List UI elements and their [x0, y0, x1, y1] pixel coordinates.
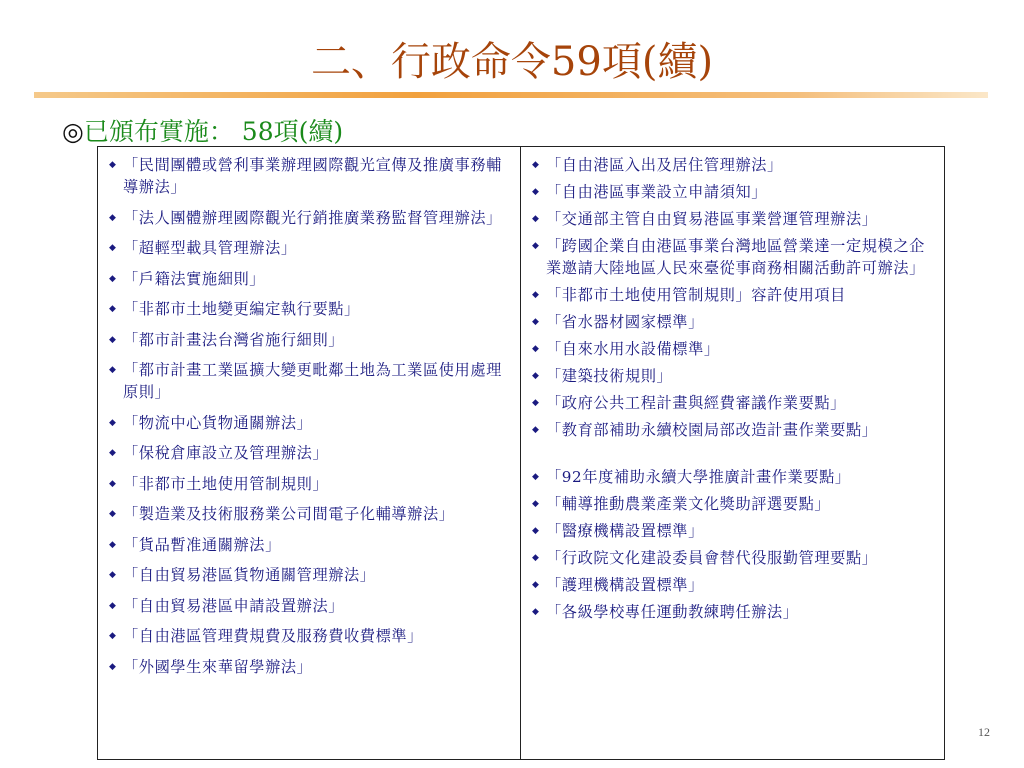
list-item [109, 442, 514, 464]
list-item-text: 「非都市土地使用管制規則」 [123, 474, 329, 493]
diamond-bullet-icon: ◆ [109, 570, 117, 580]
subtitle-count: 58項(續) [241, 117, 344, 146]
diamond-bullet-icon: ◆ [532, 499, 540, 509]
list-item [109, 329, 514, 351]
list-item [532, 208, 938, 230]
diamond-bullet-icon: ◆ [532, 472, 540, 482]
list-item-text: 「交通部主管自由貿易港區事業營運管理辦法」 [546, 210, 878, 228]
diamond-bullet-icon: ◆ [109, 661, 117, 672]
list-item-text: 「建築技術規則」 [546, 367, 673, 385]
list-item-text: 「輔導推動農業產業文化獎助評選要點」 [546, 495, 831, 513]
diamond-bullet-icon: ◆ [109, 334, 117, 345]
list-item [109, 473, 514, 495]
list-item [532, 338, 938, 360]
diamond-bullet-icon: ◆ [109, 448, 117, 458]
diamond-bullet-icon: ◆ [109, 631, 117, 641]
list-item-text: 「超輕型載具管理辦法」 [123, 239, 297, 257]
list-item [109, 154, 514, 198]
diamond-bullet-icon: ◆ [109, 478, 117, 489]
diamond-bullet-icon: ◆ [532, 371, 540, 381]
list-item-text: 「自由港區管理費規費及服務費收費標準」 [123, 627, 423, 645]
list-item-text: 「教育部補助永續校園局部改造計畫作業要點」 [546, 421, 878, 439]
list-item-text: 「自由港區事業設立申請須知」 [546, 183, 768, 201]
list-item [109, 359, 514, 403]
list-item [532, 284, 938, 306]
slide-title: 二、行政命令59項(續) [310, 39, 714, 85]
list-item [532, 466, 938, 488]
list-item [109, 412, 514, 434]
regulations-table [97, 146, 945, 760]
list-item-text: 「自由港區入出及居住管理辦法」 [546, 156, 783, 174]
diamond-bullet-icon: ◆ [532, 553, 540, 563]
list-item [109, 625, 514, 647]
list-item-text: 「保稅倉庫設立及管理辦法」 [123, 444, 329, 462]
diamond-bullet-icon: ◆ [109, 273, 117, 284]
diamond-bullet-icon: ◆ [532, 241, 540, 251]
list-item [109, 564, 514, 586]
list-item [109, 595, 514, 617]
list-item [109, 237, 514, 259]
diamond-bullet-icon: ◆ [109, 304, 117, 314]
diamond-bullet-icon: ◆ [532, 187, 540, 197]
list-item [109, 534, 514, 556]
list-item [532, 181, 938, 203]
page-number: 12 [978, 725, 990, 739]
diamond-bullet-icon: ◆ [532, 290, 540, 300]
list-item-text: 「各級學校專任運動教練聘任辦法」 [546, 603, 799, 621]
list-item-text: 「非都市土地變更編定執行要點」 [123, 300, 360, 318]
list-item-text: 「貨品暫准通關辦法」 [123, 535, 281, 554]
list-item [532, 419, 938, 441]
list-item-text: 「法人團體辦理國際觀光行銷推廣業務監督管理辦法」 [123, 208, 502, 227]
list-item-text: 「省水器材國家標準」 [546, 313, 704, 331]
list-item [532, 601, 938, 623]
list-item [532, 392, 938, 414]
list-item [109, 268, 514, 290]
subtitle-mark: ◎ [62, 117, 84, 146]
diamond-bullet-icon: ◆ [109, 509, 117, 519]
list-item-text: 「政府公共工程計畫與經費審議作業要點」 [546, 394, 846, 412]
diamond-bullet-icon: ◆ [532, 317, 540, 327]
list-item-text: 「民間團體或營利事業辦理國際觀光宣傳及推廣事務輔導辦法」 [123, 156, 502, 196]
diamond-bullet-icon: ◆ [109, 160, 117, 170]
list-item-text: 「自由貿易港區申請設置辦法」 [123, 596, 345, 615]
subtitle [62, 112, 343, 148]
list-item [532, 574, 938, 596]
list-item-text: 「都市計畫工業區擴大變更毗鄰土地為工業區使用處理原則」 [123, 361, 502, 401]
list-item-text: 「行政院文化建設委員會替代役服勤管理要點」 [546, 549, 878, 567]
diamond-bullet-icon: ◆ [532, 398, 540, 408]
list-item [109, 656, 514, 678]
diamond-bullet-icon: ◆ [532, 607, 540, 617]
list-item-text: 「護理機構設置標準」 [546, 576, 704, 594]
list-item-text: 「醫療機構設置標準」 [546, 522, 704, 540]
diamond-bullet-icon: ◆ [109, 243, 117, 253]
diamond-bullet-icon: ◆ [532, 425, 540, 435]
right-column [521, 147, 944, 759]
list-item [532, 547, 938, 569]
list-item-text: 「都市計畫法台灣省施行細則」 [123, 330, 345, 349]
list-item [109, 503, 514, 525]
list-item-text: 「自來水用水設備標準」 [546, 340, 720, 358]
left-column [98, 147, 521, 759]
list-item [532, 154, 938, 176]
diamond-bullet-icon: ◆ [109, 417, 117, 428]
diamond-bullet-icon: ◆ [532, 160, 540, 170]
diamond-bullet-icon: ◆ [532, 580, 540, 590]
list-item-text: 「92年度補助永續大學推廣計畫作業要點」 [546, 468, 851, 486]
subtitle-label: 已頒布實施： [83, 117, 234, 146]
diamond-bullet-icon: ◆ [109, 539, 117, 550]
diamond-bullet-icon: ◆ [109, 212, 117, 223]
spacer [532, 446, 938, 466]
diamond-bullet-icon: ◆ [532, 526, 540, 536]
diamond-bullet-icon: ◆ [532, 214, 540, 224]
list-item-text: 「外國學生來華留學辦法」 [123, 657, 313, 676]
list-item [532, 520, 938, 542]
diamond-bullet-icon: ◆ [109, 600, 117, 611]
title-divider [34, 92, 988, 98]
list-item [532, 311, 938, 333]
list-item-text: 「跨國企業自由港區事業台灣地區營業達一定規模之企業邀請大陸地區人民來臺從事商務相關活動許可辦法」 [546, 237, 925, 277]
list-item-text: 「自由貿易港區貨物通關管理辦法」 [123, 566, 376, 584]
list-item-text: 「製造業及技術服務業公司間電子化輔導辦法」 [123, 505, 455, 523]
list-item-text: 「戶籍法實施細則」 [123, 269, 266, 288]
diamond-bullet-icon: ◆ [109, 365, 117, 375]
list-item-text: 「物流中心貨物通關辦法」 [123, 413, 313, 432]
list-item [109, 207, 514, 229]
list-item-text: 「非都市土地使用管制規則」容許使用項目 [546, 286, 846, 304]
list-item [532, 365, 938, 387]
list-item [532, 493, 938, 515]
list-item [532, 235, 938, 279]
list-item [109, 298, 514, 320]
diamond-bullet-icon: ◆ [532, 344, 540, 354]
